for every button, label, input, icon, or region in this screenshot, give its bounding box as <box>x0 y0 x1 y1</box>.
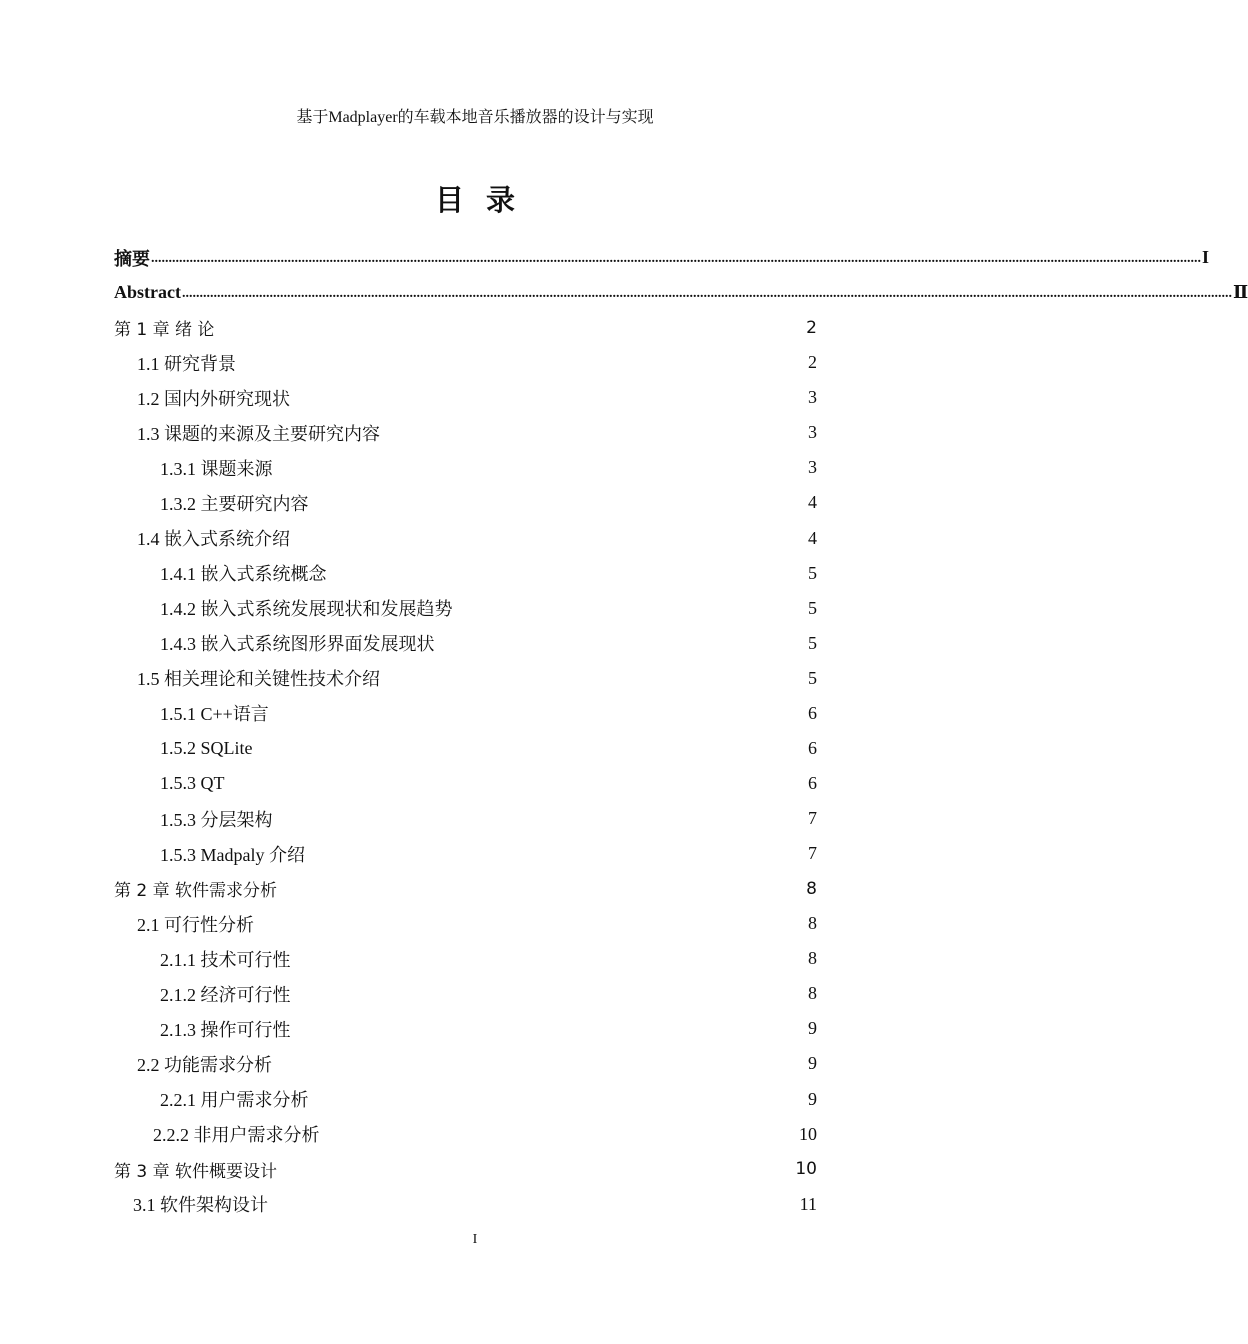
toc-entry-label: 3.1 软件架构设计 <box>133 1195 268 1216</box>
toc-entry-page-number: 10 <box>795 1159 817 1180</box>
toc-entry-page-number: 4 <box>808 492 817 513</box>
toc-entry-label: 2.2 功能需求分析 <box>137 1054 272 1075</box>
toc-entry-page-number: 2 <box>808 352 817 373</box>
running-header: 基于Madplayer的车载本地音乐播放器的设计与实现 <box>296 109 654 126</box>
toc-entry-page-number: 9 <box>808 1088 817 1109</box>
toc-entry[interactable] <box>114 1046 817 1081</box>
toc-entry[interactable] <box>114 1152 817 1187</box>
toc-entry-label: 2.1 可行性分析 <box>137 914 254 935</box>
toc-entry-page-number: 9 <box>808 1018 817 1039</box>
toc-entry-page-number: 11 <box>799 1193 817 1214</box>
toc-entry[interactable] <box>114 906 817 941</box>
toc-entry[interactable] <box>114 941 817 976</box>
toc-entry[interactable] <box>114 556 817 591</box>
toc-entry-page-number: 9 <box>808 1053 817 1074</box>
toc-entry[interactable] <box>114 731 817 766</box>
toc-entry-page-number: 8 <box>806 878 817 899</box>
toc-entry-label: 第 1 章 绪 论 <box>114 320 215 341</box>
toc-entry[interactable] <box>114 415 817 450</box>
toc-entry-label: 第 3 章 软件概要设计 <box>114 1161 278 1182</box>
toc-entry-label: 1.4.1 嵌入式系统概念 <box>160 564 327 585</box>
toc-entry-label: 1.4.3 嵌入式系统图形界面发展现状 <box>160 634 435 655</box>
toc-entry[interactable] <box>114 450 817 485</box>
toc-entry[interactable] <box>114 766 817 801</box>
toc-entry[interactable] <box>114 521 817 556</box>
toc-entry-page-number: 3 <box>808 422 817 443</box>
toc-entry[interactable] <box>114 310 817 345</box>
toc-entry-page-number: 6 <box>808 772 817 793</box>
toc-entry-label: 1.5.3 Madpaly 介绍 <box>160 844 305 865</box>
dot-leader: ............................................................................................................................................................................................................................................................................................................ <box>181 286 1232 302</box>
toc-entry-label: 1.5.3 QT <box>160 772 225 793</box>
toc-entry[interactable] <box>114 485 817 520</box>
toc-entry-page-number: 8 <box>808 983 817 1004</box>
toc-entry-page-number: 6 <box>808 737 817 758</box>
toc-entry[interactable] <box>114 871 817 906</box>
toc-entry-page-number: 5 <box>808 562 817 583</box>
toc-entry-label: 摘要 <box>114 248 150 269</box>
toc-entry[interactable] <box>114 240 1210 275</box>
toc-entry-label: 1.4.2 嵌入式系统发展现状和发展趋势 <box>160 599 453 620</box>
toc-entry-label: 2.1.2 经济可行性 <box>160 984 291 1005</box>
toc-entry-label: 2.2.1 用户需求分析 <box>160 1090 309 1111</box>
toc-entry-label: 1.3.1 课题来源 <box>160 458 273 479</box>
toc-entry-page-number: 7 <box>808 808 817 829</box>
toc-entry[interactable] <box>114 1082 817 1117</box>
toc-entry-label: 1.5 相关理论和关键性技术介绍 <box>137 669 380 690</box>
toc-entry-page-number: 3 <box>808 387 817 408</box>
toc-entry-label: 1.2 国内外研究现状 <box>137 388 290 409</box>
toc-entry-page-number: I <box>1202 247 1210 268</box>
toc-entry-page-number: 4 <box>808 527 817 548</box>
toc-entry-label: Abstract <box>114 282 181 303</box>
toc-entry-page-number: 8 <box>808 948 817 969</box>
toc-entry-label: 1.4 嵌入式系统介绍 <box>137 529 290 550</box>
toc-entry-page-number: 5 <box>808 597 817 618</box>
toc-entry[interactable] <box>114 836 817 871</box>
toc-entry-page-number: 6 <box>808 702 817 723</box>
toc-entry-page-number: 5 <box>808 632 817 653</box>
toc-entry-page-number: 2 <box>806 317 817 338</box>
toc-entry-label: 2.2.2 非用户需求分析 <box>153 1125 320 1146</box>
toc-entry[interactable] <box>114 380 817 415</box>
toc-entry[interactable] <box>114 275 1248 310</box>
toc-entry-page-number: 8 <box>808 913 817 934</box>
toc-entry-page-number: 5 <box>808 667 817 688</box>
toc-entry[interactable] <box>114 626 817 661</box>
page-number-footer: I <box>472 1232 478 1247</box>
toc-entry[interactable] <box>114 1117 817 1152</box>
toc-entry-label: 2.1.1 技术可行性 <box>160 949 291 970</box>
toc-entry[interactable] <box>114 976 817 1011</box>
page-title: 目录 <box>434 183 537 217</box>
toc-entry-label: 第 2 章 软件需求分析 <box>114 881 278 902</box>
toc-entry[interactable] <box>114 661 817 696</box>
toc-entry-label: 2.1.3 操作可行性 <box>160 1019 291 1040</box>
toc-entry-label: 1.3.2 主要研究内容 <box>160 493 309 514</box>
toc-entry-page-number: 7 <box>808 843 817 864</box>
toc-entry[interactable] <box>114 1011 817 1046</box>
table-of-contents <box>114 240 1248 1222</box>
toc-entry[interactable] <box>114 345 817 380</box>
toc-entry-label: 1.5.2 SQLite <box>160 737 253 758</box>
toc-entry-label: 1.5.1 C++语言 <box>160 704 269 725</box>
toc-entry-label: 1.1 研究背景 <box>137 353 236 374</box>
toc-entry[interactable] <box>114 591 817 626</box>
toc-entry-label: 1.5.3 分层架构 <box>160 809 273 830</box>
toc-entry[interactable] <box>114 696 817 731</box>
toc-entry-page-number: Ⅱ <box>1232 282 1248 303</box>
toc-entry-label: 1.3 课题的来源及主要研究内容 <box>137 423 380 444</box>
toc-entry[interactable] <box>114 801 817 836</box>
dot-leader: ............................................................................................................................................................................................................................................................................................................ <box>151 251 1201 267</box>
toc-entry[interactable] <box>114 1187 817 1222</box>
toc-entry-page-number: 3 <box>808 457 817 478</box>
toc-entry-page-number: 10 <box>799 1123 817 1144</box>
